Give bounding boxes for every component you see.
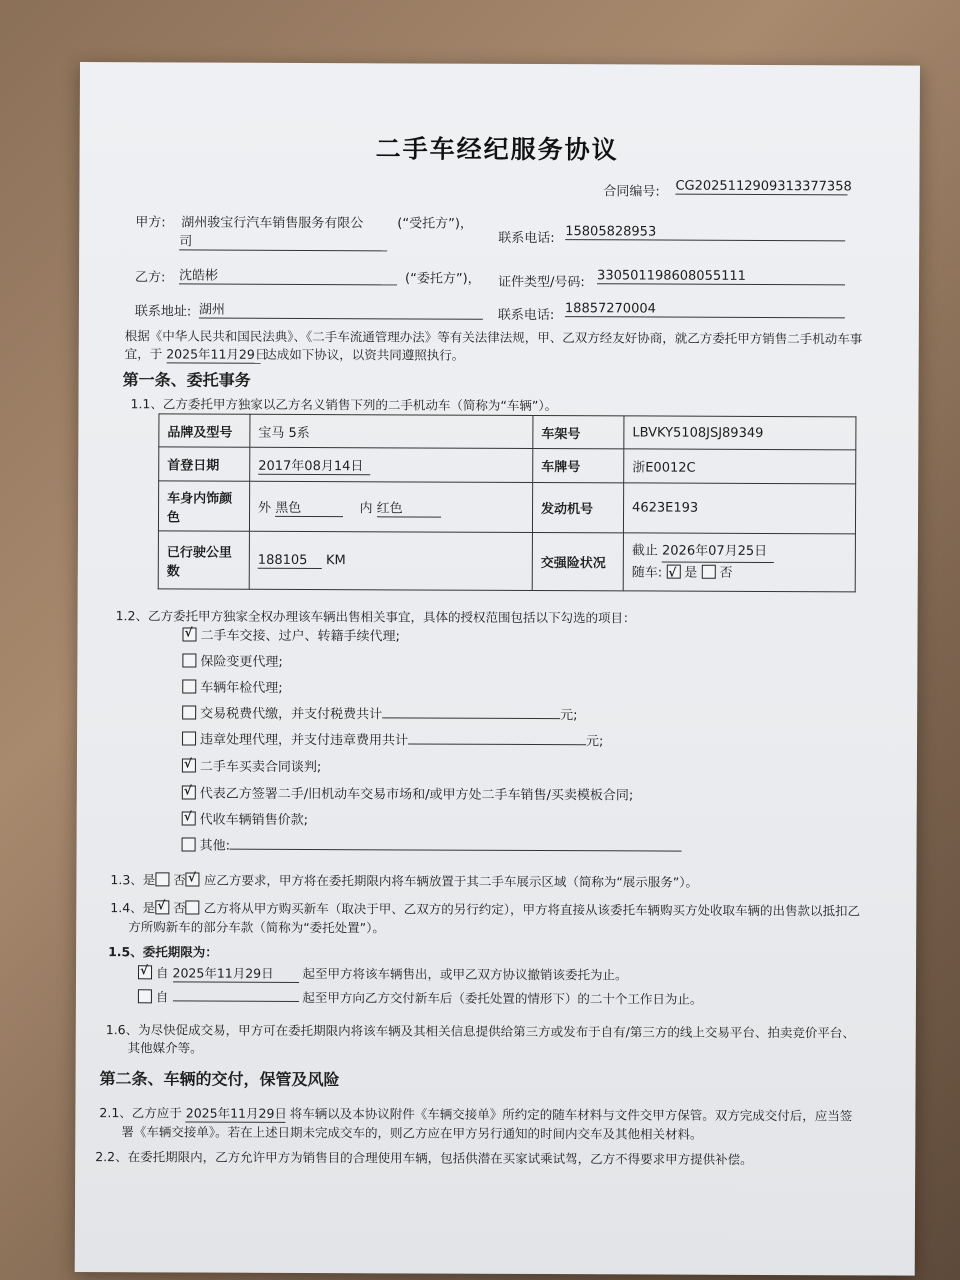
term-option-2-checkbox[interactable] [138,989,152,1003]
insurance-no-label: 否 [719,565,733,581]
party-a-role: (“受托方”)， [397,216,473,232]
party-b-role: (“委托方”)， [405,271,481,287]
option-item[interactable]: √二手车交接、过户、转籍手续代理; [182,624,399,644]
party-b-phone-label: 联系电话: [497,307,555,324]
party-b-id-no: 330501198608055111 [597,268,845,285]
vin-label: 车架号 [533,415,624,448]
int-color: 红色 [377,497,441,517]
option-item[interactable]: 其他: [182,834,682,855]
int-color-prefix: 内 [359,500,373,516]
document-title: 二手车经纪服务协议 [375,134,619,165]
reg-date-label: 首登日期 [159,447,250,481]
color-label: 车身内饰颜 色 [158,481,249,531]
insurance-yes-checkbox[interactable] [666,565,680,579]
engine-value: 4623E193 [623,483,855,534]
option-item[interactable]: 车辆年检代理; [182,676,282,695]
option-item[interactable]: 保险变更代理; [182,650,282,669]
ext-color: 黑色 [275,496,343,516]
option-checkbox[interactable] [182,785,196,799]
clause-1-4: 1.4、是√ 否 乙方将从甲方购买新车（取决于甲、乙双方的另行约定），甲方将直接从该委托车辆购买方处收取车辆的出售款以抵扣乙 [110,898,860,919]
party-a-label: 甲方: [135,215,166,231]
color-cell [249,481,532,532]
clause-1-4-yes-checkbox[interactable] [155,900,169,914]
term-option-2[interactable]: 自 起至甲方向乙方交付新车后（委托处置的情形下）的二十个工作日为止。 [138,986,703,1007]
clause-1-6-line2: 其他媒介等。 [127,1040,203,1056]
party-a-phone: 15805828953 [565,224,845,241]
preamble-suffix: 达成如下协议，以资共同遵照执行。 [264,346,465,363]
delivery-date: 2025年11月29日 [185,1105,287,1121]
clause-1-3-yes-checkbox[interactable] [155,872,169,886]
term-option-1-checkbox[interactable] [138,965,152,979]
section1-heading: 第一条、委托事务 [122,370,251,390]
insurance-yes-label: 是 [684,565,698,581]
option-checkbox[interactable] [182,837,196,851]
option-checkbox[interactable] [182,811,196,825]
party-a-name-line2: 司 [179,230,387,251]
mileage-value: 188105 [258,552,322,568]
term-option-1[interactable]: √自 2025年11月29日 起至甲方将该车辆售出，或甲乙双方协议撤销该委托为止。 [138,963,628,984]
option-checkbox[interactable] [182,627,196,641]
option-item[interactable]: √代收车辆销售价款; [182,808,308,828]
party-a-phone-label: 联系电话: [498,230,555,247]
mileage-label: 已行驶公里 数 [158,531,249,589]
option-item[interactable]: √二手车买卖合同谈判; [182,755,321,775]
option-checkbox[interactable] [182,731,196,745]
reg-date-value: 2017年08月14日 [258,454,370,474]
insurance-label: 交强险状况 [532,532,623,590]
contract-no: CG2025112909313377358 [675,178,852,195]
clause-1-1: 1.1、乙方委托甲方独家以乙方名义销售下列的二手机动车（简称为“车辆”）。 [130,396,558,414]
party-a-name-line1: 湖州骏宝行汽车销售服务有限公 [181,215,364,232]
ext-color-prefix: 外 [258,500,272,516]
option-item[interactable]: √代表乙方签署二手/旧机动车交易市场和/或甲方处二手车销售/买卖模板合同; [182,782,634,803]
insurance-cell [623,533,855,592]
contract-no-label: 合同编号: [603,184,660,200]
option-checkbox[interactable] [182,758,196,772]
clause-2-2: 2.2、在委托期限内，乙方允许甲方为销售目的合理使用车辆，包括供潜在买家试乘试驾，乙方不得要求甲方提供补偿。 [95,1149,753,1167]
clause-1-3-no-checkbox[interactable] [186,872,200,886]
party-b-addr-label: 联系地址: [134,304,192,320]
section2-heading: 第二条、车辆的交付，保管及风险 [99,1069,340,1090]
insurance-date: 2026年07月25日 [662,541,774,563]
clause-1-3: 1.3、是 否√ 应乙方要求，甲方将在委托期限内将车辆放置于其二手车展示区域（简称为“展示服务”）。 [110,870,698,891]
plate-value: 浙E0012C [624,449,856,484]
preamble-prefix: 宜，于 [124,346,163,362]
mileage-unit: KM [325,552,346,568]
option-item[interactable]: 违章处理代理，并支付违章费用共计 元; [182,728,603,749]
brand-value: 宝马 5系 [250,414,533,448]
insurance-with-car: 随车: [631,565,663,581]
agreement-date: 2025年11月29日 [166,346,268,362]
party-b-label: 乙方: [135,270,166,286]
insurance-no-checkbox[interactable] [701,565,715,579]
option-checkbox[interactable] [182,705,196,719]
clause-2-1: 2.1、乙方应于 2025年11月29日 将车辆以及本协议附件《车辆交接单》所约定的随车材料与文件交甲方保管。双方完成交付后，应当签 [99,1105,853,1124]
option-checkbox[interactable] [182,653,196,667]
option-item[interactable]: 交易税费代缴，并支付税费共计 元; [182,702,577,723]
clause-1-2: 1.2、乙方委托甲方独家全权办理该车辆出售相关事宜，具体的授权范围包括以下勾选的项目： [115,608,636,626]
vin-value: LBVKY5108JSJ89349 [624,416,856,450]
vehicle-info-table [158,413,857,592]
party-b-id-label: 证件类型/号码: [498,274,585,291]
party-b-phone: 18857270004 [565,301,845,318]
preamble-line1: 根据《中华人民共和国民法典》、《二手车流通管理办法》等有关法律法规，甲、乙双方经友好协商，就乙方委托甲方销售二手机动车事 [124,328,863,347]
reg-date-cell [250,447,533,482]
insurance-prefix: 截止 [631,543,658,559]
party-b-name: 沈皓彬 [179,264,397,285]
clause-1-6-line1: 1.6、为尽快促成交易，甲方可在委托期限内将该车辆及其相关信息提供给第三方或发布于自有/第三方的线上交易平台、拍卖竞价平台、 [105,1022,855,1041]
agreement-paper [75,62,920,1276]
clause-1-5-heading: 1.5、委托期限为： [108,944,218,960]
clause-1-4-line2: 方所购新车的部分车款（简称为“委托处置”）。 [128,919,385,936]
preamble-line2 [125,344,465,364]
clause-1-4-no-checkbox[interactable] [186,900,200,914]
plate-label: 车牌号 [533,448,624,482]
mileage-cell [249,531,532,590]
party-b-addr: 湖州 [199,299,483,320]
engine-label: 发动机号 [532,482,623,532]
clause-2-1-line2: 署《车辆交接单》。若在上述日期未完成交车的，则乙方应在甲方另行通知的时间内交车及其他相关材料。 [121,1124,703,1142]
term-start-date: 2025年11月29日 [172,963,298,983]
option-checkbox[interactable] [182,679,196,693]
brand-label: 品牌及型号 [159,414,250,447]
